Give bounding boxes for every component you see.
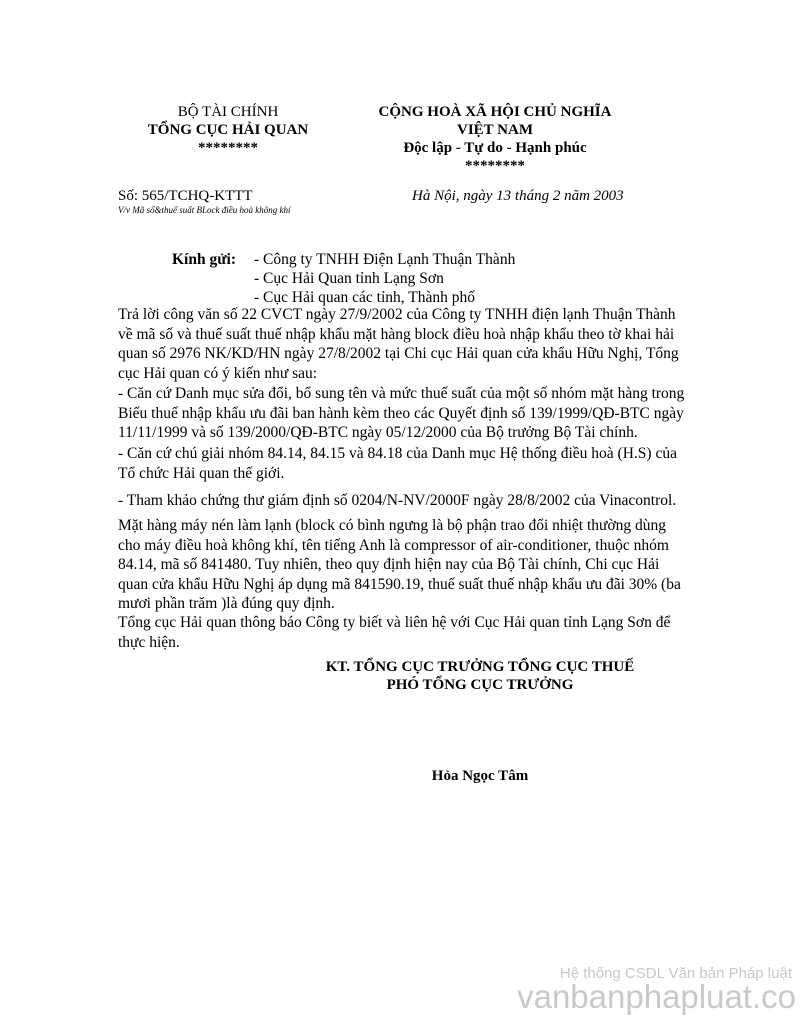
document-number: Số: 565/TCHQ-KTTT [118, 188, 253, 204]
body-paragraph-5: Mặt hàng máy nén làm lạnh (block có bình ngưng là bộ phận trao đổi nhiệt thường dùng cho máy điều hoà không khí, tên tiếng Anh là compressor of air-conditioner, thuộc nhóm 84.14, mã số 841480. Tuy nhiên, theo quy định hiện nay của Bộ Tài chính, Chi cục Hải quan cửa khẩu Hữu Nghị áp dụng mã 841590.19, thuế suất thuế nhập khẩu ưu đãi 30% (ba mươi phần trăm )là đúng quy định. [118, 517, 681, 612]
motto-line-1: CỘNG HOÀ XÃ HỘI CHỦ NGHĨA [378, 104, 612, 120]
signature-block [280, 658, 680, 694]
date-place: Hà Nội, ngày 13 tháng 2 năm 2003 [412, 188, 624, 204]
motto-line-3: Độc lập - Tự do - Hạnh phúc [403, 140, 587, 156]
ministry-name: BỘ TÀI CHÍNH [177, 104, 279, 120]
document-subject: V/v Mã số&thuế suất BLock điều hoà không khí [118, 205, 291, 215]
watermark-domain: vanbanphapluat.co [517, 978, 796, 1015]
recipient-1: - Công ty TNHH Điện Lạnh Thuận Thành [254, 251, 516, 268]
motto-line-2: VIỆT NAM [457, 122, 533, 138]
recipient-3: - Cục Hải quan các tỉnh, Thành phố [254, 289, 475, 306]
body-paragraph-4: - Tham khảo chứng thư giám định số 0204/N-NV/2000F ngày 28/8/2002 của Vinacontrol. [118, 492, 677, 509]
body-paragraph-6: Tổng cục Hải quan thông báo Công ty biết và liên hệ với Cục Hải quan tỉnh Lạng Sơn để thực hiện. [118, 614, 671, 651]
watermark-caption: Hệ thống CSDL Văn bản Pháp luật [559, 965, 792, 982]
signature-title-line-2: PHÓ TỔNG CỤC TRƯỞNG [386, 677, 574, 693]
signer-name: Hỏa Ngọc Tâm [431, 768, 529, 784]
signature-title-line-1: KT. TỔNG CỤC TRƯỞNG TỔNG CỤC THUẾ [325, 659, 635, 675]
header-left-stars: ******** [198, 140, 258, 156]
issuer-block [118, 103, 338, 157]
body-paragraph-2: - Căn cứ Danh mục sửa đổi, bổ sung tên và mức thuế suất của một số nhóm mặt hàng trong Biểu thuế nhập khẩu ưu đãi ban hành kèm theo các Quyết định số 139/1999/QĐ-BTC ngày 11/11/1999 và số 139/2000/QĐ-BTC ngày 05/12/2000 của Bộ trưởng Bộ Tài chính. [118, 385, 685, 441]
addressee-label: Kính gửi: [172, 251, 236, 268]
department-name: TỔNG CỤC HẢI QUAN [147, 122, 309, 138]
national-motto-block [340, 103, 650, 175]
recipient-2: - Cục Hải Quan tỉnh Lạng Sơn [254, 270, 444, 287]
body-paragraph-1: Trả lời công văn số 22 CVCT ngày 27/9/2002 của Công ty TNHH điện lạnh Thuận Thành về mã số và thuế suất thuế nhập khẩu mặt hàng block điều hoà nhập khẩu theo tờ khai hải quan số 2976 NK/KD/HN ngày 27/8/2002 tại Chi cục Hải quan cửa khẩu Hữu Nghị, Tổng cục Hải quan có ý kiến như sau: [118, 306, 679, 382]
body-paragraph-3: - Căn cứ chú giải nhóm 84.14, 84.15 và 84.18 của Danh mục Hệ thống điều hoà (H.S) của Tổ chức Hải quan thế giới. [118, 445, 677, 482]
header-right-stars: ******** [465, 158, 525, 174]
